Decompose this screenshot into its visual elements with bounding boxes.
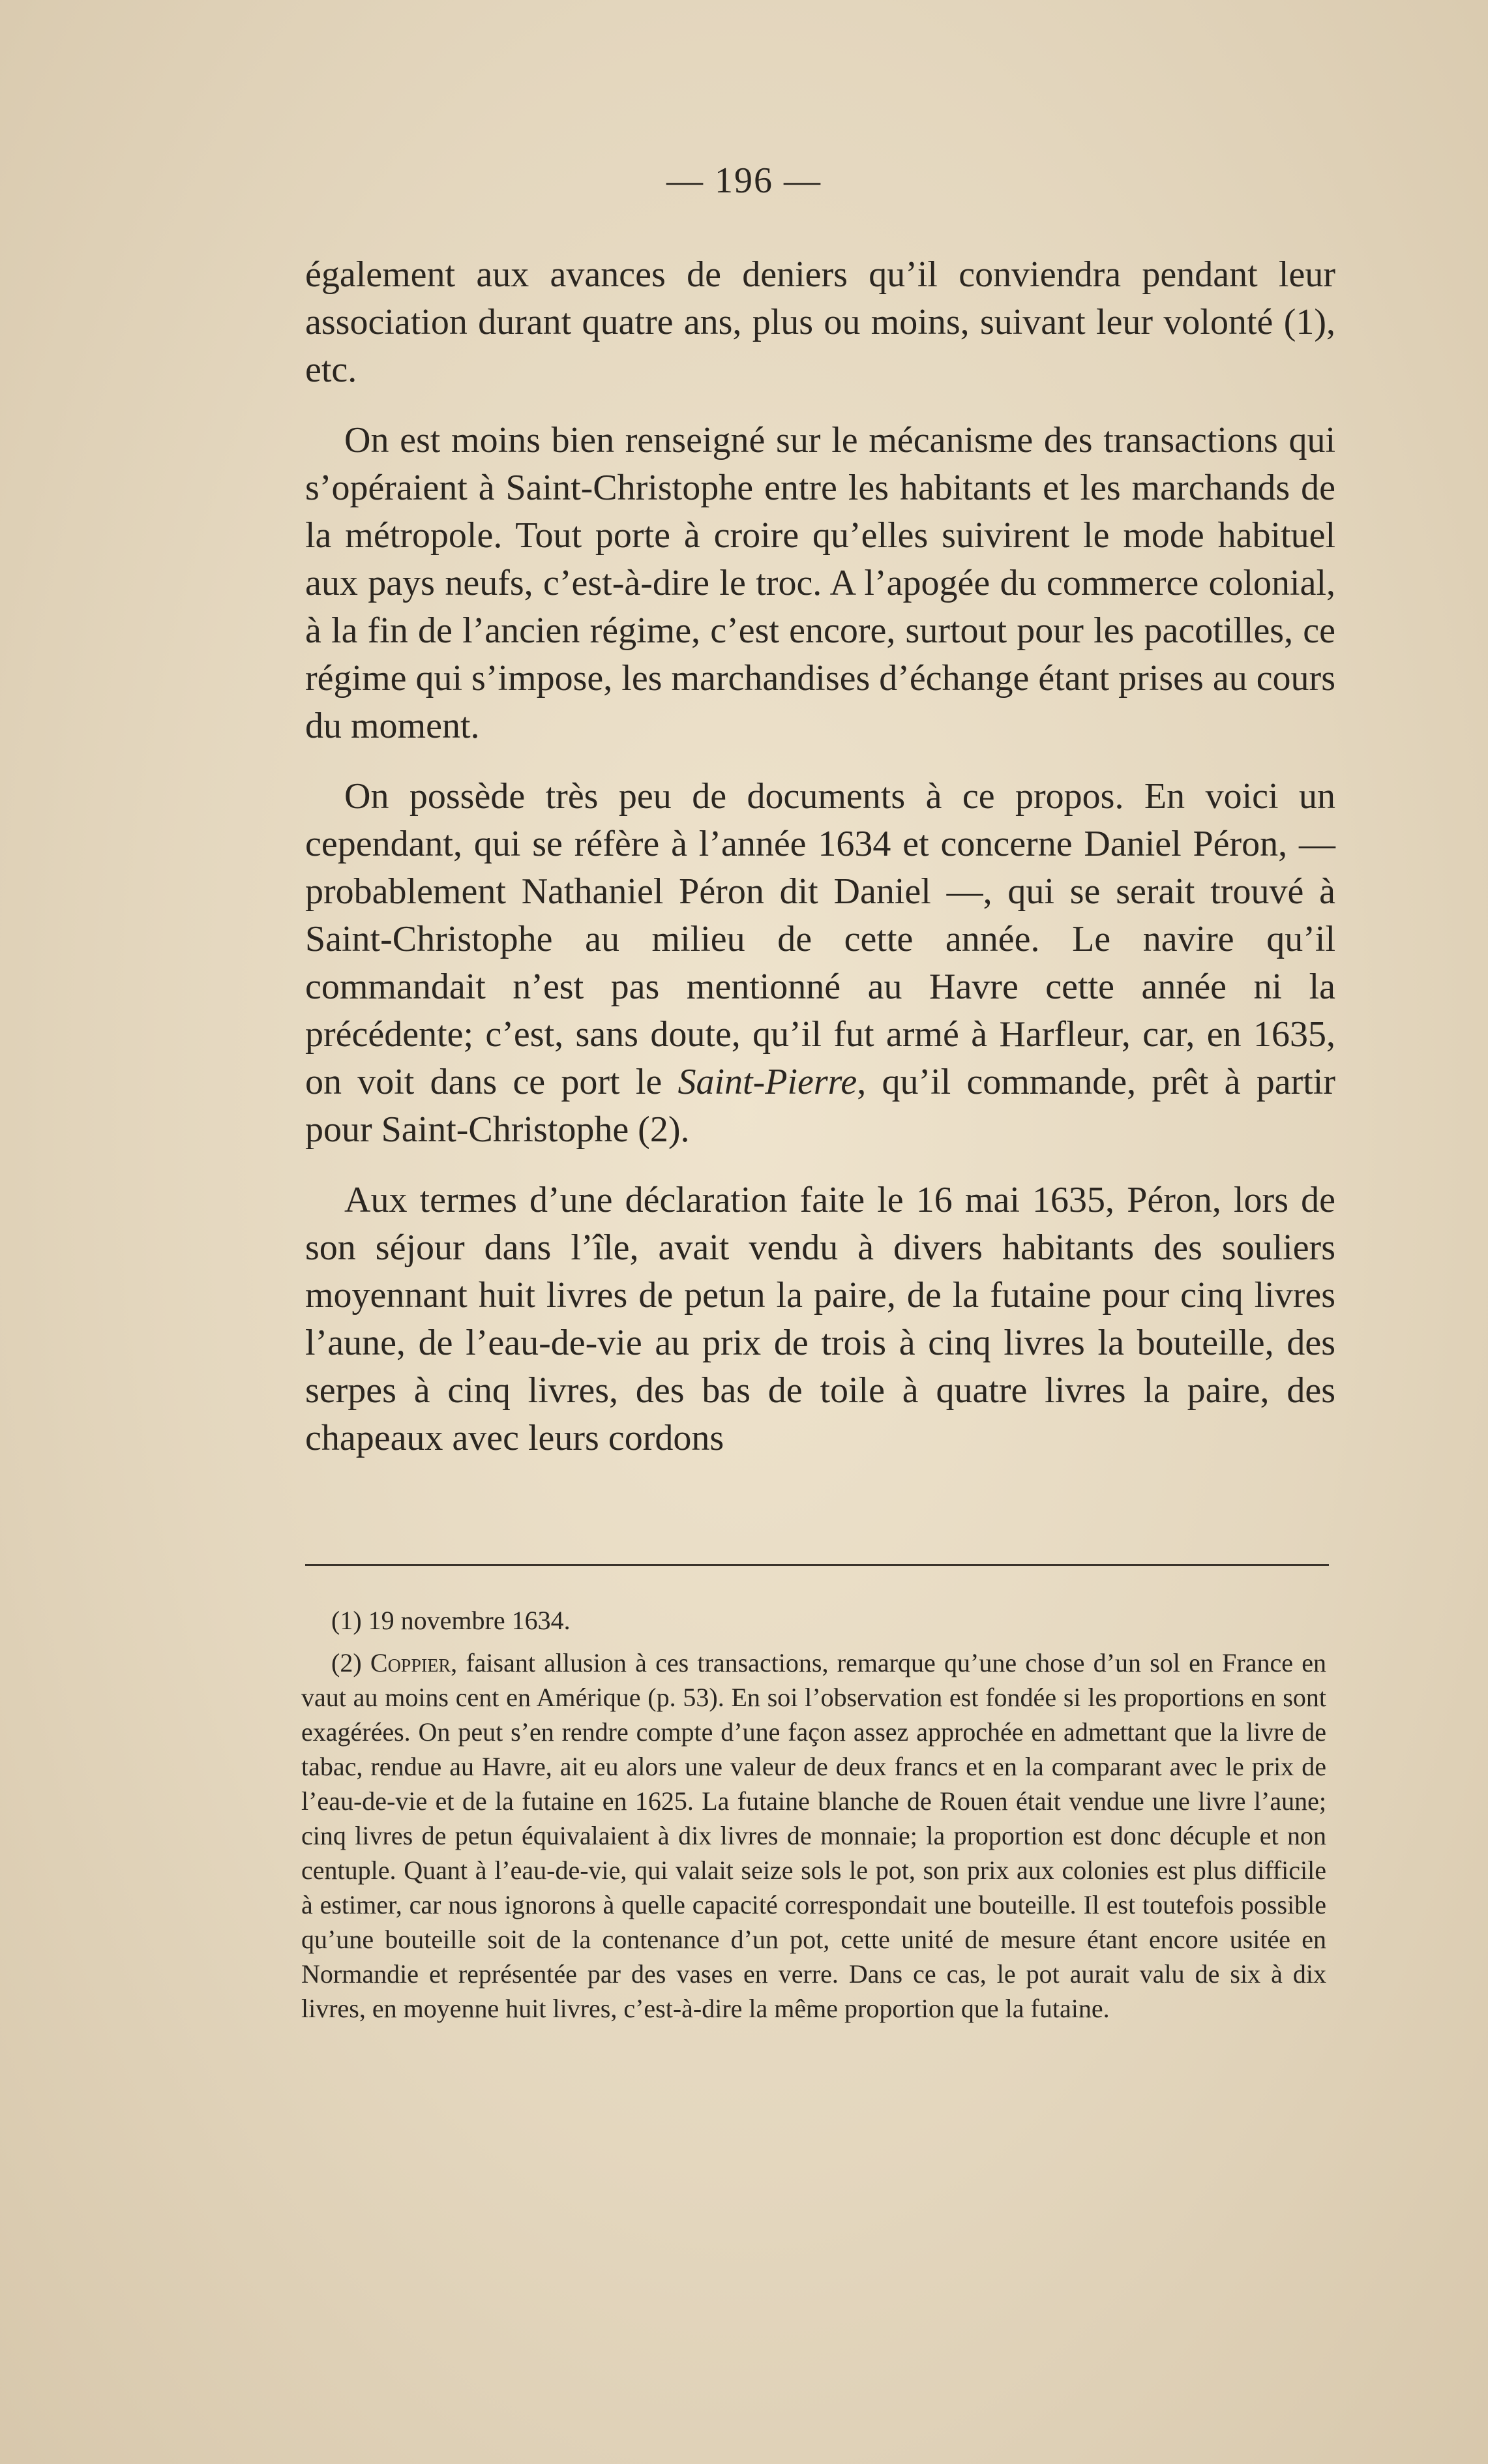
footnotes: [301, 1603, 1326, 2026]
main-text: [305, 251, 1335, 1462]
ship-name: Saint-Pierre: [677, 1062, 857, 1102]
paragraph-2: On est moins bien renseigné sur le mécanisme des transactions qui s’opéraient à Saint-Christophe entre les habitants et les marchands de la métropole. Tout porte à croire qu’elles suivirent le mode habituel aux pays neufs, c’est-à-dire le troc. A l’apogée du commerce colonial, à la fin de l’ancien régime, c’est encore, surtout pour les pacotilles, ce régime qui s’impose, les marchandises d’échange étant prises au cours du moment.: [305, 420, 1335, 746]
paragraph-3-text-end: , qu’il commande, prêt à partir pour Saint-Christophe (2).: [305, 1062, 1335, 1150]
footnote-2: [301, 1645, 1326, 2026]
footnote-2-text: , faisant allusion à ces transactions, remarque qu’une chose d’un sol en France en vaut au moins cent en Amérique (p. 53). En soi l’observation est fondée si les proportions en sont exagérées. On peut s’en rendre compte d’une façon assez approchée en admettant que la livre de tabac, rendue au Havre, ait eu alors une valeur de deux francs et en la comparant avec le prix de l’eau-de-vie et de la futaine en 1625. La futaine blanche de Rouen était vendue une livre l’aune; cinq livres de petun équivalaient à dix livres de monnaie; la proportion est donc décuple et non centuple. Quant à l’eau-de-vie, qui valait seize sols le pot, son prix aux colonies est plus difficile à estimer, car nous ignorons à quelle capacité correspondait une bouteille. Il est toutefois possible qu’une bouteille soit de la contenance d’un pot, cette unité de mesure étant encore usitée en Normandie et représentée par des vases en verre. Dans ce cas, le pot aurait valu de six à dix livres, en moyenne huit livres, c’est-à-dire la même proportion que la futaine.: [301, 1648, 1327, 2023]
paragraph-3-text-start: On possède très peu de documents à ce propos. En voici un cependant, qui se réfère à l’année 1634 et concerne Daniel Péron, — probablement Nathaniel Péron dit Daniel —, qui se serait trouvé à Saint-Christophe au milieu de cette année. Le navire qu’il commandait n’est pas mentionné au Havre cette année ni la précédente; c’est, sans doute, qu’il fut armé à Harfleur, car, en 1635, on voit dans ce port le: [305, 776, 1335, 1102]
footnote-divider: [305, 1564, 1329, 1566]
footnote-1: (1) 19 novembre 1634.: [331, 1606, 571, 1635]
footnote-2-author: Coppier: [370, 1648, 451, 1677]
page-number: — 196 —: [666, 160, 822, 201]
paragraph-3: [305, 773, 1335, 1154]
paragraph-4: Aux termes d’une déclaration faite le 16 mai 1635, Péron, lors de son séjour dans l’île, avait vendu à divers habitants des souliers moyennant huit livres de petun la paire, de la futaine pour cinq livres l’aune, de l’eau-de-vie au prix de trois à cinq livres la bouteille, des serpes à cinq livres, des bas de toile à quatre livres la paire, des chapeaux avec leurs cordons: [305, 1180, 1335, 1458]
footnote-2-marker: (2): [331, 1648, 370, 1677]
paragraph-1: également aux avances de deniers qu’il conviendra pendant leur association durant quatre ans, plus ou moins, suivant leur volonté (1), etc.: [305, 254, 1335, 390]
